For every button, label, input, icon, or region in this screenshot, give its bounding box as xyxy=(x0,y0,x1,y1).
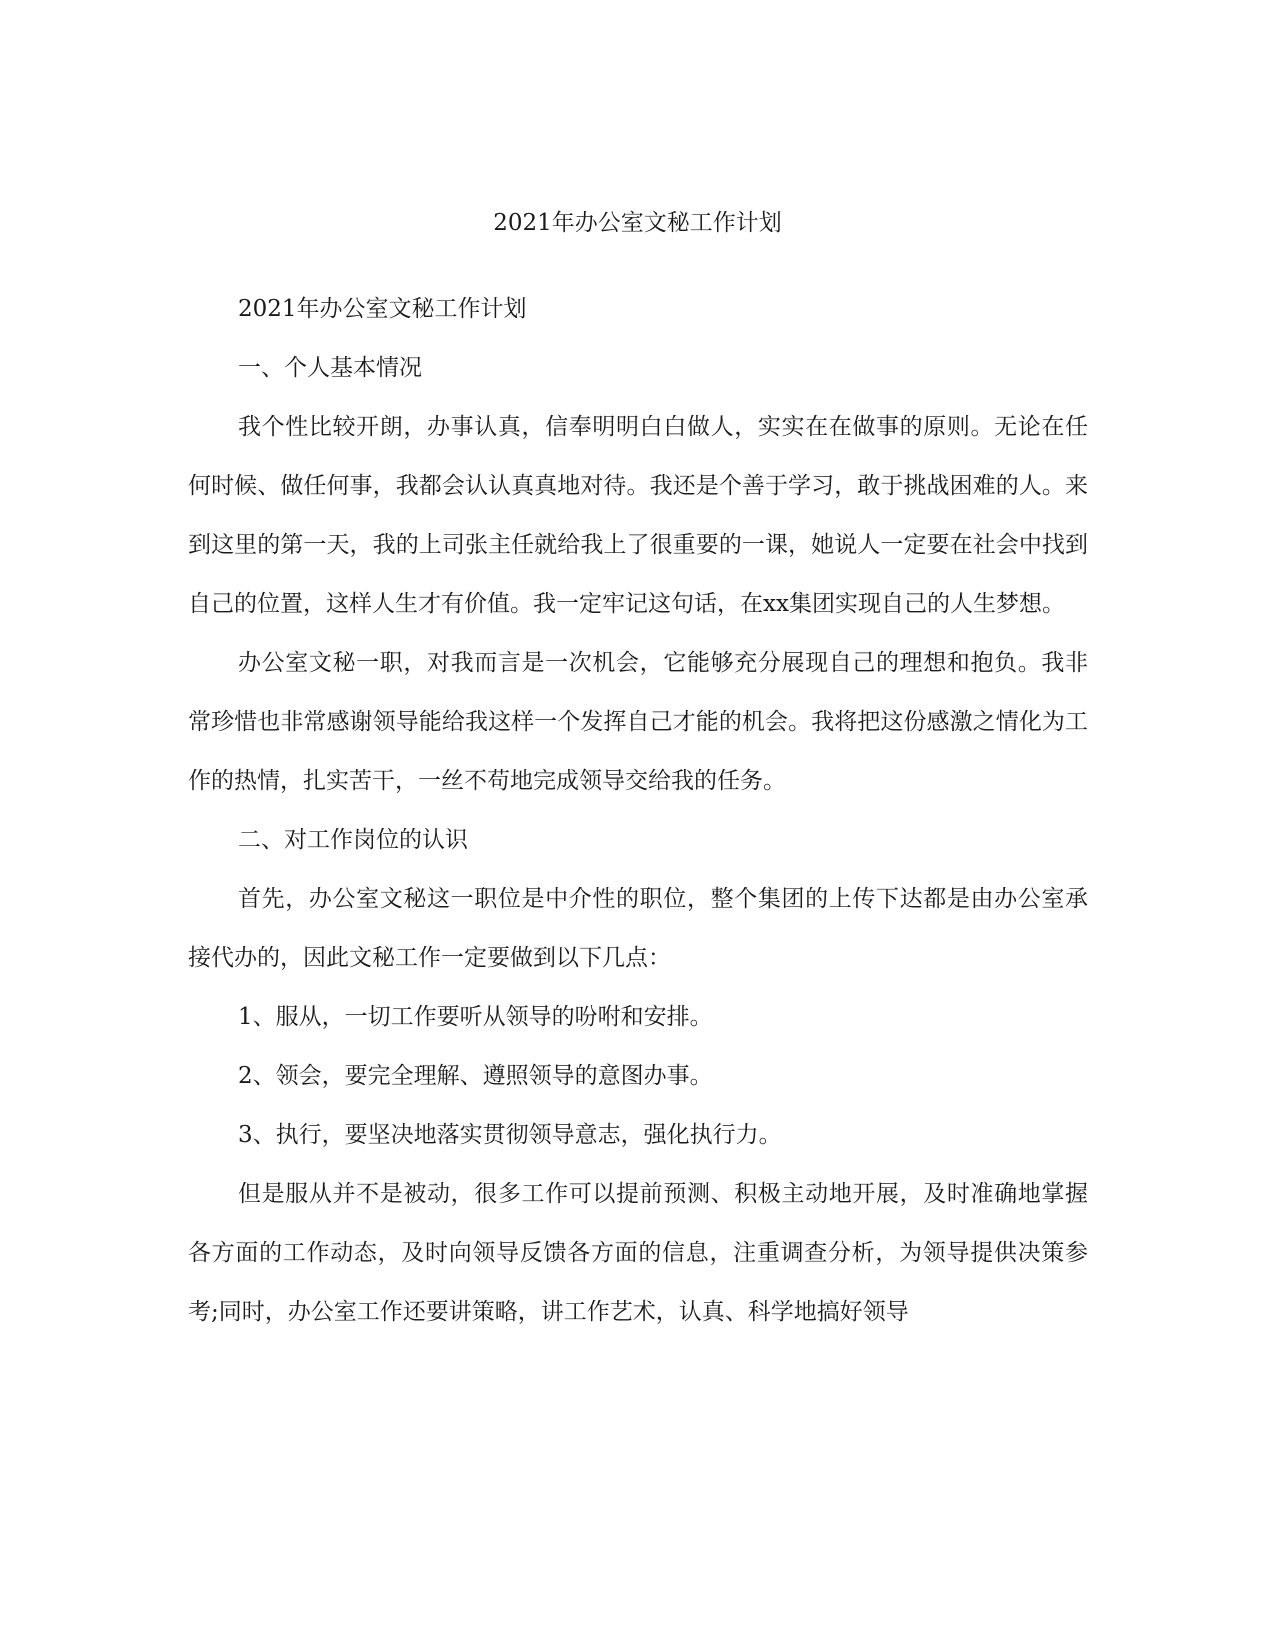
paragraph: 办公室文秘一职，对我而言是一次机会，它能够充分展现自己的理想和抱负。我非常珍惜也非常感谢领导能给我这样一个发挥自己才能的机会。我将把这份感激之情化为工作的热情，扎实苦干，一丝不苟地完成领导交给我的任务。 xyxy=(188,650,1088,794)
section-heading-1: 一、个人基本情况 xyxy=(238,355,422,381)
section-heading-2: 二、对工作岗位的认识 xyxy=(238,827,468,853)
paragraph-heading: 2021年办公室文秘工作计划 xyxy=(238,296,527,322)
list-item: 3、执行，要坚决地落实贯彻领导意志，强化执行力。 xyxy=(238,1122,782,1148)
paragraph: 我个性比较开朗，办事认真，信奉明明白白做人，实实在在做事的原则。无论在任何时候、做任何事，我都会认认真真地对待。我还是个善于学习，敢于挑战困难的人。来到这里的第一天，我的上司张主任就给我上了很重要的一课，她说人一定要在社会中找到自己的位置，这样人生才有价值。我一定牢记这句话，在xx集团实现自己的人生梦想。 xyxy=(188,414,1088,617)
paragraph: 首先，办公室文秘这一职位是中介性的职位，整个集团的上传下达都是由办公室承接代办的，因此文秘工作一定要做到以下几点： xyxy=(188,886,1088,971)
document-title: 2021年办公室文秘工作计划 xyxy=(493,210,782,236)
document-body xyxy=(188,280,1088,1342)
paragraph: 但是服从并不是被动，很多工作可以提前预测、积极主动地开展，及时准确地掌握各方面的工作动态，及时向领导反馈各方面的信息，注重调查分析，为领导提供决策参考;同时，办公室工作还要讲策略，讲工作艺术，认真、科学地搞好领导 xyxy=(188,1181,1088,1325)
list-item: 2、领会，要完全理解、遵照领导的意图办事。 xyxy=(238,1063,713,1089)
list-item: 1、服从，一切工作要听从领导的吩咐和安排。 xyxy=(238,1004,713,1030)
